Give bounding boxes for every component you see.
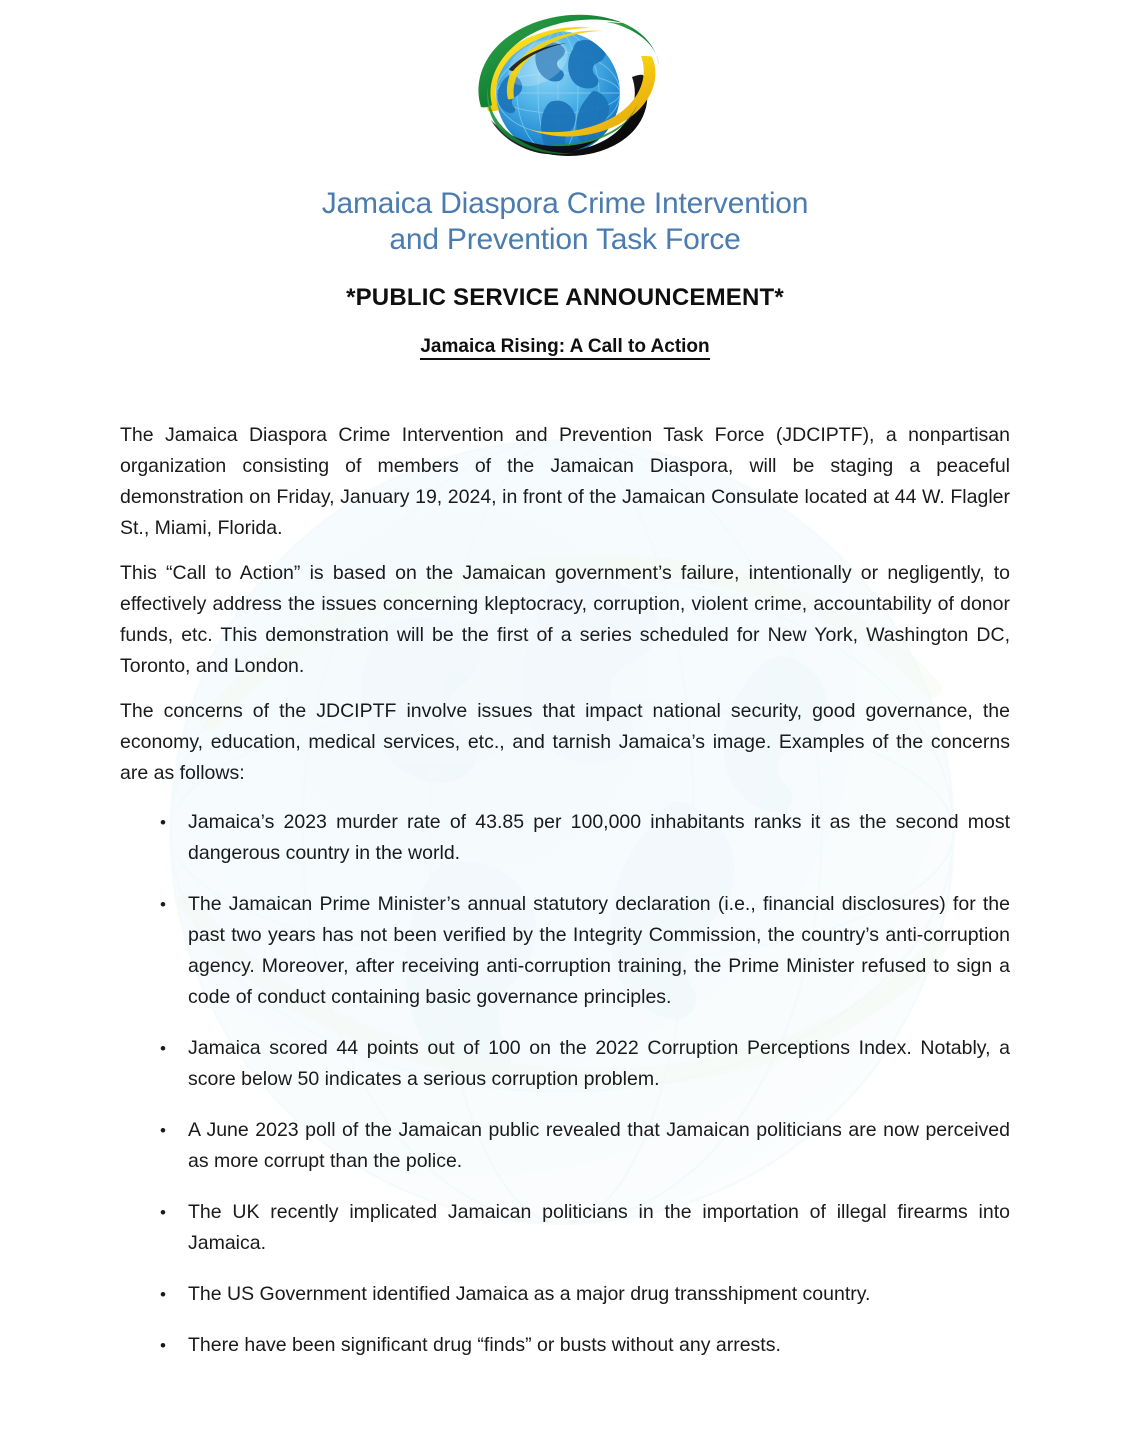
bullet-marker-icon: • xyxy=(160,813,166,832)
list-item xyxy=(120,1115,1010,1177)
paragraph-3: The concerns of the JDCIPTF involve issues that impact national security, good governance, the economy, education, medical services, etc., and tarnish Jamaica’s image. Examples of the concerns are as follows: xyxy=(120,700,1010,784)
list-item xyxy=(120,889,1010,1013)
list-item xyxy=(120,1033,1010,1095)
globe-swoosh-logo xyxy=(446,3,678,179)
list-item-text: Jamaica’s 2023 murder rate of 43.85 per 100,000 inhabitants ranks it as the second most dangerous country in the world. xyxy=(188,811,1010,864)
body-copy xyxy=(120,420,1010,1361)
list-item xyxy=(120,1197,1010,1259)
list-item xyxy=(120,807,1010,869)
document-content xyxy=(120,186,1010,1361)
bullet-marker-icon: • xyxy=(160,1039,166,1058)
organization-title-line-2: and Prevention Task Force xyxy=(389,223,741,256)
list-item-text: Jamaica scored 44 points out of 100 on the 2022 Corruption Perceptions Index. Notably, a score below 50 indicates a serious corruption problem. xyxy=(188,1037,1010,1090)
list-item-text: A June 2023 poll of the Jamaican public revealed that Jamaican politicians are now perceived as more corrupt than the police. xyxy=(188,1119,1010,1172)
paragraph-2: This “Call to Action” is based on the Jamaican government’s failure, intentionally or negligently, to effectively address the issues concerning kleptocracy, corruption, violent crime, accountability of donor funds, etc. This demonstration will be the first of a series scheduled for New York, Washington DC, Toronto, and London. xyxy=(120,562,1010,677)
list-item-text: There have been significant drug “finds” or busts without any arrests. xyxy=(188,1334,781,1356)
list-item-text: The US Government identified Jamaica as a major drug transshipment country. xyxy=(188,1283,871,1305)
list-item-text: The Jamaican Prime Minister’s annual statutory declaration (i.e., financial disclosures) for the past two years has not been verified by the Integrity Commission, the country’s anti-corruption agency. Moreover, after receiving anti-corruption training, the Prime Minister refused to sign a code of conduct containing basic governance principles. xyxy=(188,893,1010,1008)
list-item xyxy=(120,1330,1010,1361)
bullet-marker-icon: • xyxy=(160,1336,166,1355)
bullet-marker-icon: • xyxy=(160,895,166,914)
concerns-list xyxy=(120,807,1010,1361)
bullet-marker-icon: • xyxy=(160,1121,166,1140)
bullet-marker-icon: • xyxy=(160,1203,166,1222)
list-item xyxy=(120,1279,1010,1310)
paragraph-1: The Jamaica Diaspora Crime Intervention and Prevention Task Force (JDCIPTF), a nonpartisan organization consisting of members of the Jamaican Diaspora, will be staging a peaceful demonstration on Friday, January 19, 2024, in front of the Jamaican Consulate located at 44 W. Flagler St., Miami, Florida. xyxy=(120,424,1010,539)
psa-heading: *PUBLIC SERVICE ANNOUNCEMENT* xyxy=(346,284,784,311)
bullet-marker-icon: • xyxy=(160,1285,166,1304)
organization-title xyxy=(120,186,1010,258)
logo-container xyxy=(0,2,1123,180)
subheading xyxy=(120,336,1010,358)
list-item-text: The UK recently implicated Jamaican politicians in the importation of illegal firearms into Jamaica. xyxy=(188,1201,1010,1254)
subheading-text: Jamaica Rising: A Call to Action xyxy=(420,336,709,360)
organization-title-line-1: Jamaica Diaspora Crime Intervention xyxy=(321,187,809,220)
